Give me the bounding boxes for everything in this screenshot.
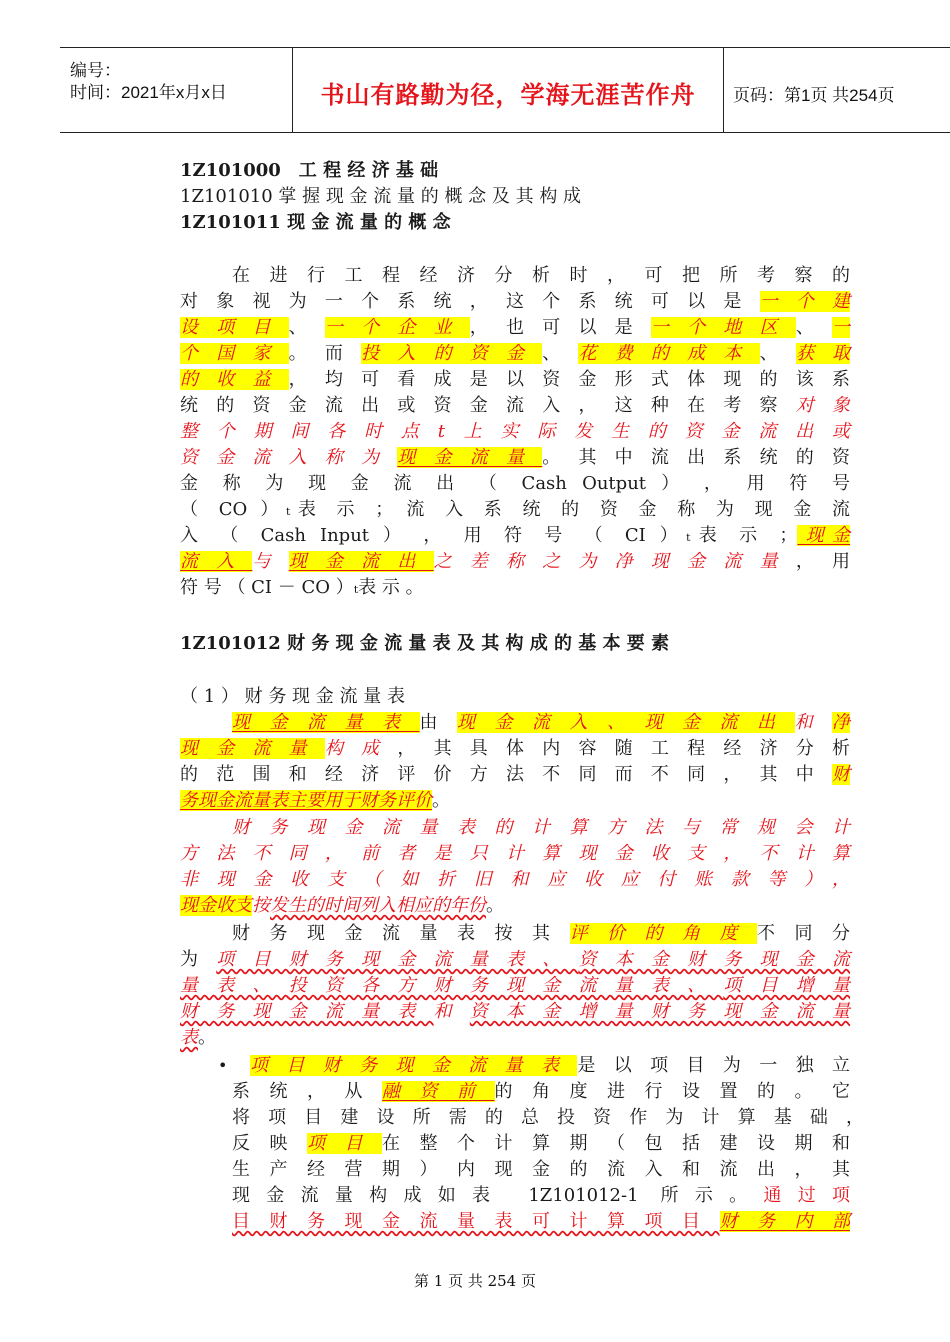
p1-line-9: 金 称 为 现 金 流 出 （ Cash Output ） ， 用 符 号 bbox=[180, 473, 850, 494]
header-page-cell bbox=[723, 48, 950, 132]
highlight-run: 现金流出 bbox=[288, 551, 434, 572]
highlight-run: 个国家 bbox=[180, 343, 289, 364]
document-time-label: 时间：2021年x月x日 bbox=[70, 83, 227, 102]
bullet1-line-7 bbox=[232, 1209, 850, 1235]
p3-line-4 bbox=[180, 893, 850, 919]
p1-line-8 bbox=[180, 445, 850, 471]
bullet1-line-6 bbox=[232, 1183, 850, 1209]
red-italic-run: 项目财务现金流量表、 bbox=[216, 949, 579, 970]
p4-line-3 bbox=[180, 973, 850, 999]
highlight-run: 一个建 bbox=[759, 291, 851, 312]
text-run: 系统，从 bbox=[232, 1081, 382, 1102]
text-run: 、 bbox=[795, 317, 833, 338]
red-italic-run: 资本金增量财务现金流量 bbox=[469, 1001, 851, 1022]
text-run: 。而 bbox=[288, 343, 362, 364]
red-italic-run: 资本金财务现金流 bbox=[578, 949, 851, 970]
bullet1-line-4 bbox=[232, 1131, 850, 1157]
red-run: 目财务现金流量表可计算项目 bbox=[232, 1211, 720, 1232]
bullet1-line-5: 生产经营期）内现金的流入和流出，其 bbox=[232, 1159, 850, 1180]
red-italic-run: 按 bbox=[252, 895, 270, 916]
text-run: 。 bbox=[486, 895, 504, 916]
red-italic-run: 和 bbox=[433, 1001, 470, 1022]
highlight-run: 财务内部 bbox=[719, 1211, 850, 1232]
red-italic-run: 量表、 bbox=[180, 975, 289, 996]
p1-line-2 bbox=[180, 289, 850, 315]
p1-line-4 bbox=[180, 341, 850, 367]
bullet-marker: • bbox=[218, 1056, 228, 1075]
text-run: 。其中流出系统的资 bbox=[542, 447, 851, 468]
p1-line-13: 符 号 （ CI － CO ）ₜ表 示 。 bbox=[180, 577, 424, 598]
text-run: 由 bbox=[419, 712, 457, 733]
bullet1-line-2 bbox=[232, 1079, 850, 1105]
red-run: 通过项 bbox=[763, 1185, 851, 1206]
red-italic-run: 财务现金流量表 bbox=[180, 1001, 434, 1022]
text-run: 反映 bbox=[232, 1133, 307, 1154]
heading-subsection-1: 1Z101011 现 金 流 量 的 概 念 bbox=[180, 212, 451, 233]
highlight-run: 项目财务现金流量表 bbox=[250, 1055, 578, 1076]
highlight-run: 净 bbox=[832, 712, 850, 733]
document-number-label: 编号： bbox=[70, 61, 121, 80]
highlight-run: 务现金流量表主要用于财务评价 bbox=[180, 790, 432, 811]
p1-line-11 bbox=[180, 523, 850, 549]
heading-item-1: （ 1 ） 财 务 现 金 流 量 表 bbox=[180, 686, 405, 707]
highlight-run: 设项目 bbox=[180, 317, 289, 338]
highlight-run: 现金流入、 bbox=[457, 712, 645, 733]
header-meta-cell bbox=[60, 48, 292, 132]
text-run: 入 （ Cash Input ） ， 用 符 号 （ CI ）ₜ表 示 ； bbox=[180, 525, 798, 546]
highlight-run: 现金流量 bbox=[397, 447, 543, 468]
highlight-run: 现金收支 bbox=[180, 895, 252, 916]
heading-chapter: 1Z101000 工 程 经 济 基 础 bbox=[180, 160, 439, 181]
red-italic-run: 之差称之为净现金流量 bbox=[433, 551, 796, 572]
text-run: 。 bbox=[198, 1027, 216, 1048]
text-run: 的角度进行设置的。它 bbox=[494, 1081, 850, 1102]
text-run: 、 bbox=[288, 317, 325, 338]
highlight-run: 获取 bbox=[795, 343, 851, 364]
text-run: 财务现金流量表按其 bbox=[232, 923, 570, 944]
text-run: 。 bbox=[432, 790, 450, 811]
p1-line-5 bbox=[180, 367, 850, 393]
page-footer: 第 1 页 共 254 页 bbox=[413, 1272, 536, 1290]
highlight-run: 评价的角度 bbox=[569, 923, 757, 944]
highlight-run: 一个企业 bbox=[324, 317, 470, 338]
red-italic-run: 构成 bbox=[324, 738, 398, 759]
highlight-run: 一 bbox=[832, 317, 851, 338]
p4-line-1 bbox=[232, 921, 850, 947]
text-run: ，也可以是 bbox=[469, 317, 651, 338]
p1-line-1: 在进行工程经济分析时，可把所考察的 bbox=[232, 265, 850, 286]
p4-line-4 bbox=[180, 999, 850, 1025]
header-motto: 书山有路勤为径，学海无涯苦作舟 bbox=[320, 81, 696, 109]
p1-line-12 bbox=[180, 549, 850, 575]
p1-line-7: 整个期间各时点t上实际发生的资金流出或 bbox=[180, 421, 850, 442]
header-page-info: 页码：第1页 共254页 bbox=[733, 86, 895, 105]
highlight-run: 一个地区 bbox=[650, 317, 796, 338]
p2-line-1 bbox=[232, 710, 850, 736]
red-italic-run: 投资各方财务现金流量表、 bbox=[288, 975, 724, 996]
bullet1-line-3: 将项目建设所需的总投资作为计算基础， bbox=[232, 1107, 864, 1128]
text-run: 在整个计算期（包括建设期和 bbox=[382, 1133, 850, 1154]
heading-section: 1Z101010 掌 握 现 金 流 量 的 概 念 及 其 构 成 bbox=[180, 186, 582, 207]
p2-line-4 bbox=[180, 788, 850, 814]
highlight-run: 财 bbox=[832, 764, 850, 785]
highlight-run: 流入 bbox=[180, 551, 253, 572]
text-run: 不同分 bbox=[757, 923, 850, 944]
p1-line-6 bbox=[180, 393, 850, 419]
red-italic-run: 对象 bbox=[795, 395, 851, 416]
heading-subsection-2: 1Z101012 财 务 现 金 流 量 表 及 其 构 成 的 基 本 要 素 bbox=[180, 633, 670, 654]
text-run: 统的资金流出或资金流入，这种在考察 bbox=[180, 395, 796, 416]
red-italic-run: 与 bbox=[252, 551, 289, 572]
highlight-run: 现金流量表 bbox=[232, 712, 420, 733]
text-run: 是以项目为一独立 bbox=[577, 1055, 850, 1076]
highlight-run: 现金流出 bbox=[644, 712, 795, 733]
text-run: ，用 bbox=[795, 551, 851, 572]
bullet1-line-1 bbox=[250, 1053, 850, 1079]
p1-line-3 bbox=[180, 315, 850, 341]
p2-line-3 bbox=[180, 762, 850, 788]
text-run: ，其具体内容随工程经济分析 bbox=[397, 738, 851, 759]
document-header bbox=[60, 47, 950, 133]
red-italic-run: 和 bbox=[794, 712, 832, 733]
highlight-run: 现金流量 bbox=[180, 738, 325, 759]
text-run: 的范围和经济评价方法不同而不同，其中 bbox=[180, 764, 832, 785]
text-run: 、 bbox=[759, 343, 796, 364]
text-run: 、 bbox=[542, 343, 579, 364]
p4-line-2 bbox=[180, 947, 850, 973]
p3-line-2: 方法不同，前者是只计算现金收支，不计算 bbox=[180, 843, 850, 864]
p3-line-3: 非现金收支（如折旧和应收应付账款等）， bbox=[180, 869, 850, 890]
p1-line-10: （ CO ）ₜ表 示 ； 流 入 系 统 的 资 金 称 为 现 金 流 bbox=[180, 499, 850, 520]
red-italic-run: 资金流入称为 bbox=[180, 447, 398, 468]
p2-line-2 bbox=[180, 736, 850, 762]
text-run: ，均可看成是以资金形式体现的该系 bbox=[288, 369, 851, 390]
header-motto-cell bbox=[292, 48, 724, 132]
red-italic-run: 项目增量 bbox=[723, 975, 851, 996]
red-italic-run: 表 bbox=[180, 1027, 198, 1048]
highlight-run: 项目 bbox=[307, 1133, 382, 1154]
red-italic-run: 发生的时间列入相应的年份 bbox=[270, 895, 486, 916]
text-run: 对象视为一个系统，这个系统可以是 bbox=[180, 291, 760, 312]
text-run: 为 bbox=[180, 949, 217, 970]
highlight-run: 花费的成本 bbox=[578, 343, 760, 364]
highlight-run: 融资前 bbox=[382, 1081, 495, 1102]
highlight-run: 现金 bbox=[797, 525, 851, 546]
highlight-run: 投入的资金 bbox=[361, 343, 543, 364]
text-run: 现金流量构成如表 1Z101012-1 所示。 bbox=[232, 1185, 764, 1206]
highlight-run: 的收益 bbox=[180, 369, 289, 390]
p4-line-5 bbox=[180, 1025, 850, 1051]
p3-line-1: 财务现金流量表的计算方法与常规会计 bbox=[232, 817, 850, 838]
